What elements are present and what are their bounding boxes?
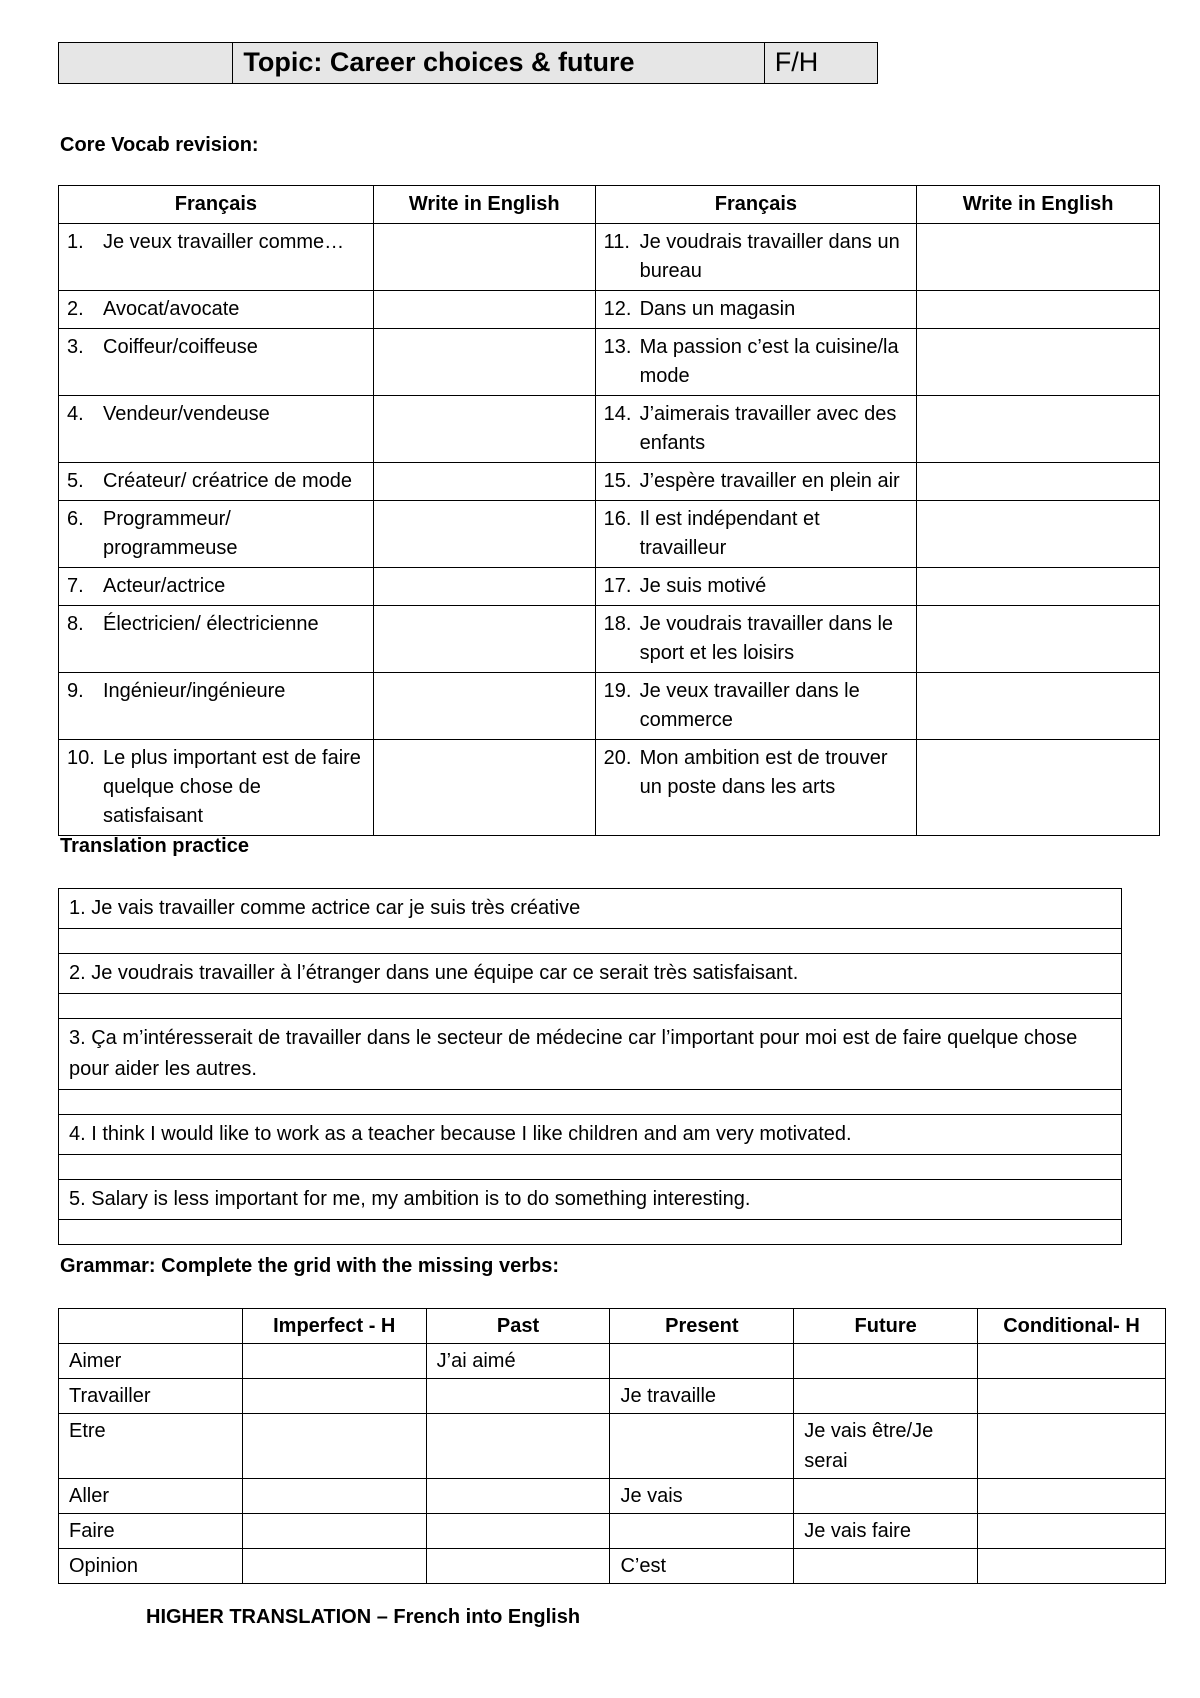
grammar-cell[interactable] [242,1479,426,1514]
vocab-french-cell [595,568,917,606]
vocab-english-answer-cell[interactable] [373,291,595,329]
vocab-english-answer-cell[interactable] [917,606,1160,673]
grammar-cell: Je travaille [610,1379,794,1414]
item-number: 8. [67,613,84,635]
grammar-cell[interactable] [426,1549,610,1584]
translation-sentence: 4. I think I would like to work as a teacher because I like children and am very motivated. [59,1115,1122,1155]
vocab-row [59,329,1160,396]
grammar-cell[interactable] [610,1514,794,1549]
translation-answer-line[interactable] [59,1220,1122,1245]
grammar-verb-label: Opinion [59,1549,243,1584]
vocab-english-answer-cell[interactable] [373,606,595,673]
item-text: J’aimerais travailler avec des enfants [639,403,897,454]
item-number: 15. [603,470,632,492]
translation-sentence: 5. Salary is less important for me, my ambition is to do something interesting. [59,1180,1122,1220]
item-text: J’espère travailler en plein air [639,470,900,492]
vocab-row [59,568,1160,606]
vocab-english-answer-cell[interactable] [917,291,1160,329]
translation-answer-line[interactable] [59,929,1122,954]
grammar-section-title: Grammar: Complete the grid with the missing verbs: [60,1255,559,1277]
vocab-french-cell [595,396,917,463]
item-number: 10. [67,747,95,769]
item-text: Je voudrais travailler dans le sport et les loisirs [639,613,894,664]
item-number: 17. [603,575,632,597]
item-text: Ingénieur/ingénieure [103,680,286,702]
grammar-cell[interactable] [978,1514,1166,1549]
grammar-header-past: Past [426,1309,610,1344]
vocab-french-cell [59,606,374,673]
item-text: Il est indépendant et travailleur [639,508,820,559]
grammar-verb-label: Etre [59,1414,243,1479]
item-number: 16. [603,508,632,530]
vocab-english-answer-cell[interactable] [373,463,595,501]
vocab-french-cell [59,740,374,836]
grammar-cell[interactable] [794,1379,978,1414]
item-text: Je suis motivé [639,575,767,597]
item-text: Programmeur/ programmeuse [103,508,238,559]
vocab-french-cell [59,463,374,501]
grammar-cell[interactable] [242,1549,426,1584]
item-number: 5. [67,470,84,492]
grammar-cell[interactable] [242,1414,426,1479]
item-number: 4. [67,403,84,425]
header-blank-cell [59,43,233,84]
vocab-header-francais-1: Français [59,186,374,224]
vocab-french-cell [59,329,374,396]
vocab-table [58,185,1160,836]
grammar-cell[interactable] [978,1379,1166,1414]
vocab-french-cell [595,463,917,501]
vocab-french-cell [59,501,374,568]
grammar-verb-label: Travailler [59,1379,243,1414]
grammar-header-verb [59,1309,243,1344]
item-text: Vendeur/vendeuse [103,403,270,425]
grammar-header-imperfect: Imperfect - H [242,1309,426,1344]
grammar-cell[interactable] [794,1344,978,1379]
vocab-french-cell [595,224,917,291]
item-text: Je veux travailler comme… [103,231,345,253]
vocab-french-cell [59,396,374,463]
translation-answer-line[interactable] [59,1155,1122,1180]
item-number: 13. [603,336,632,358]
translation-section-title: Translation practice [60,835,249,857]
vocab-header-francais-2: Français [595,186,917,224]
vocab-english-answer-cell[interactable] [917,568,1160,606]
vocab-row [59,606,1160,673]
vocab-row [59,740,1160,836]
vocab-english-answer-cell[interactable] [373,568,595,606]
grammar-cell[interactable] [794,1479,978,1514]
grammar-verb-label: Faire [59,1514,243,1549]
item-text: Acteur/actrice [103,575,226,597]
grammar-cell[interactable] [978,1479,1166,1514]
grammar-cell[interactable] [242,1514,426,1549]
grammar-cell[interactable] [610,1414,794,1479]
vocab-french-cell [595,740,917,836]
grammar-row [59,1414,1166,1479]
translation-sentence: 1. Je vais travailler comme actrice car je suis très créative [59,889,1122,929]
vocab-french-cell [595,606,917,673]
vocab-french-cell [595,329,917,396]
item-number: 12. [603,298,632,320]
vocab-row [59,673,1160,740]
item-number: 7. [67,575,84,597]
item-text: Créateur/ créatrice de mode [103,470,353,492]
grammar-cell: Je vais [610,1479,794,1514]
item-text: Dans un magasin [639,298,796,320]
vocab-row [59,463,1160,501]
topic-header [58,42,878,84]
vocab-row [59,291,1160,329]
grammar-row [59,1549,1166,1584]
grammar-cell[interactable] [426,1479,610,1514]
item-number: 1. [67,231,84,253]
grammar-cell[interactable] [978,1549,1166,1584]
item-number: 20. [603,747,632,769]
vocab-english-answer-cell[interactable] [373,224,595,291]
vocab-english-answer-cell[interactable] [373,673,595,740]
grammar-cell[interactable] [794,1549,978,1584]
vocab-french-cell [59,291,374,329]
translation-answer-line[interactable] [59,1090,1122,1115]
vocab-english-answer-cell[interactable] [917,463,1160,501]
item-number: 3. [67,336,84,358]
translation-table [58,888,1122,1245]
translation-sentence: 3. Ça m’intéresserait de travailler dans le secteur de médecine car l’important pour moi est de faire quelque chose pour aider les autres. [59,1019,1122,1090]
vocab-french-cell [59,568,374,606]
topic-title: Topic: Career choices & future [233,43,764,84]
vocab-english-answer-cell[interactable] [917,329,1160,396]
vocab-french-cell [59,224,374,291]
translation-answer-line[interactable] [59,994,1122,1019]
vocab-english-answer-cell[interactable] [373,396,595,463]
grammar-row [59,1344,1166,1379]
vocab-french-cell [595,673,917,740]
grammar-cell: Je vais être/Je serai [794,1414,978,1479]
grammar-header-present: Present [610,1309,794,1344]
vocab-english-answer-cell[interactable] [917,224,1160,291]
vocab-row [59,224,1160,291]
grammar-row [59,1379,1166,1414]
item-text: Coiffeur/coiffeuse [103,336,258,358]
grammar-row [59,1479,1166,1514]
vocab-english-answer-cell[interactable] [917,740,1160,836]
item-text: Je voudrais travailler dans un bureau [639,231,900,282]
item-text: Électricien/ électricienne [103,613,319,635]
vocab-english-answer-cell[interactable] [917,673,1160,740]
vocab-french-cell [59,673,374,740]
grammar-cell[interactable] [426,1514,610,1549]
vocab-section-title: Core Vocab revision: [60,134,259,156]
vocab-french-cell [595,501,917,568]
tier-label: F/H [764,43,877,84]
grammar-cell[interactable] [242,1379,426,1414]
vocab-english-answer-cell[interactable] [917,501,1160,568]
vocab-row [59,501,1160,568]
vocab-english-answer-cell[interactable] [917,396,1160,463]
item-text: Je veux travailler dans le commerce [639,680,860,731]
vocab-header-english-2: Write in English [917,186,1160,224]
grammar-cell[interactable] [610,1344,794,1379]
higher-translation-heading: HIGHER TRANSLATION – French into English [146,1606,581,1628]
item-number: 6. [67,508,84,530]
vocab-english-answer-cell[interactable] [373,501,595,568]
grammar-table [58,1308,1166,1584]
grammar-cell[interactable] [978,1414,1166,1479]
grammar-verb-label: Aimer [59,1344,243,1379]
grammar-cell[interactable] [978,1344,1166,1379]
grammar-header-conditional: Conditional- H [978,1309,1166,1344]
grammar-cell: C’est [610,1549,794,1584]
item-text: Ma passion c’est la cuisine/la mode [639,336,899,387]
item-text: Le plus important est de faire quelque chose de satisfaisant [103,747,361,827]
item-number: 2. [67,298,84,320]
item-number: 18. [603,613,632,635]
item-text: Avocat/avocate [103,298,240,320]
item-text: Mon ambition est de trouver un poste dans les arts [639,747,888,798]
item-number: 19. [603,680,632,702]
vocab-header-english-1: Write in English [373,186,595,224]
vocab-row [59,396,1160,463]
grammar-header-future: Future [794,1309,978,1344]
grammar-cell[interactable] [242,1344,426,1379]
vocab-french-cell [595,291,917,329]
vocab-english-answer-cell[interactable] [373,329,595,396]
grammar-row [59,1514,1166,1549]
translation-sentence: 2. Je voudrais travailler à l’étranger dans une équipe car ce serait très satisfaisant. [59,954,1122,994]
item-number: 9. [67,680,84,702]
item-number: 14. [603,403,632,425]
grammar-cell: Je vais faire [794,1514,978,1549]
vocab-english-answer-cell[interactable] [373,740,595,836]
grammar-verb-label: Aller [59,1479,243,1514]
grammar-cell: J’ai aimé [426,1344,610,1379]
grammar-cell[interactable] [426,1414,610,1479]
grammar-cell[interactable] [426,1379,610,1414]
item-number: 11. [603,231,630,253]
